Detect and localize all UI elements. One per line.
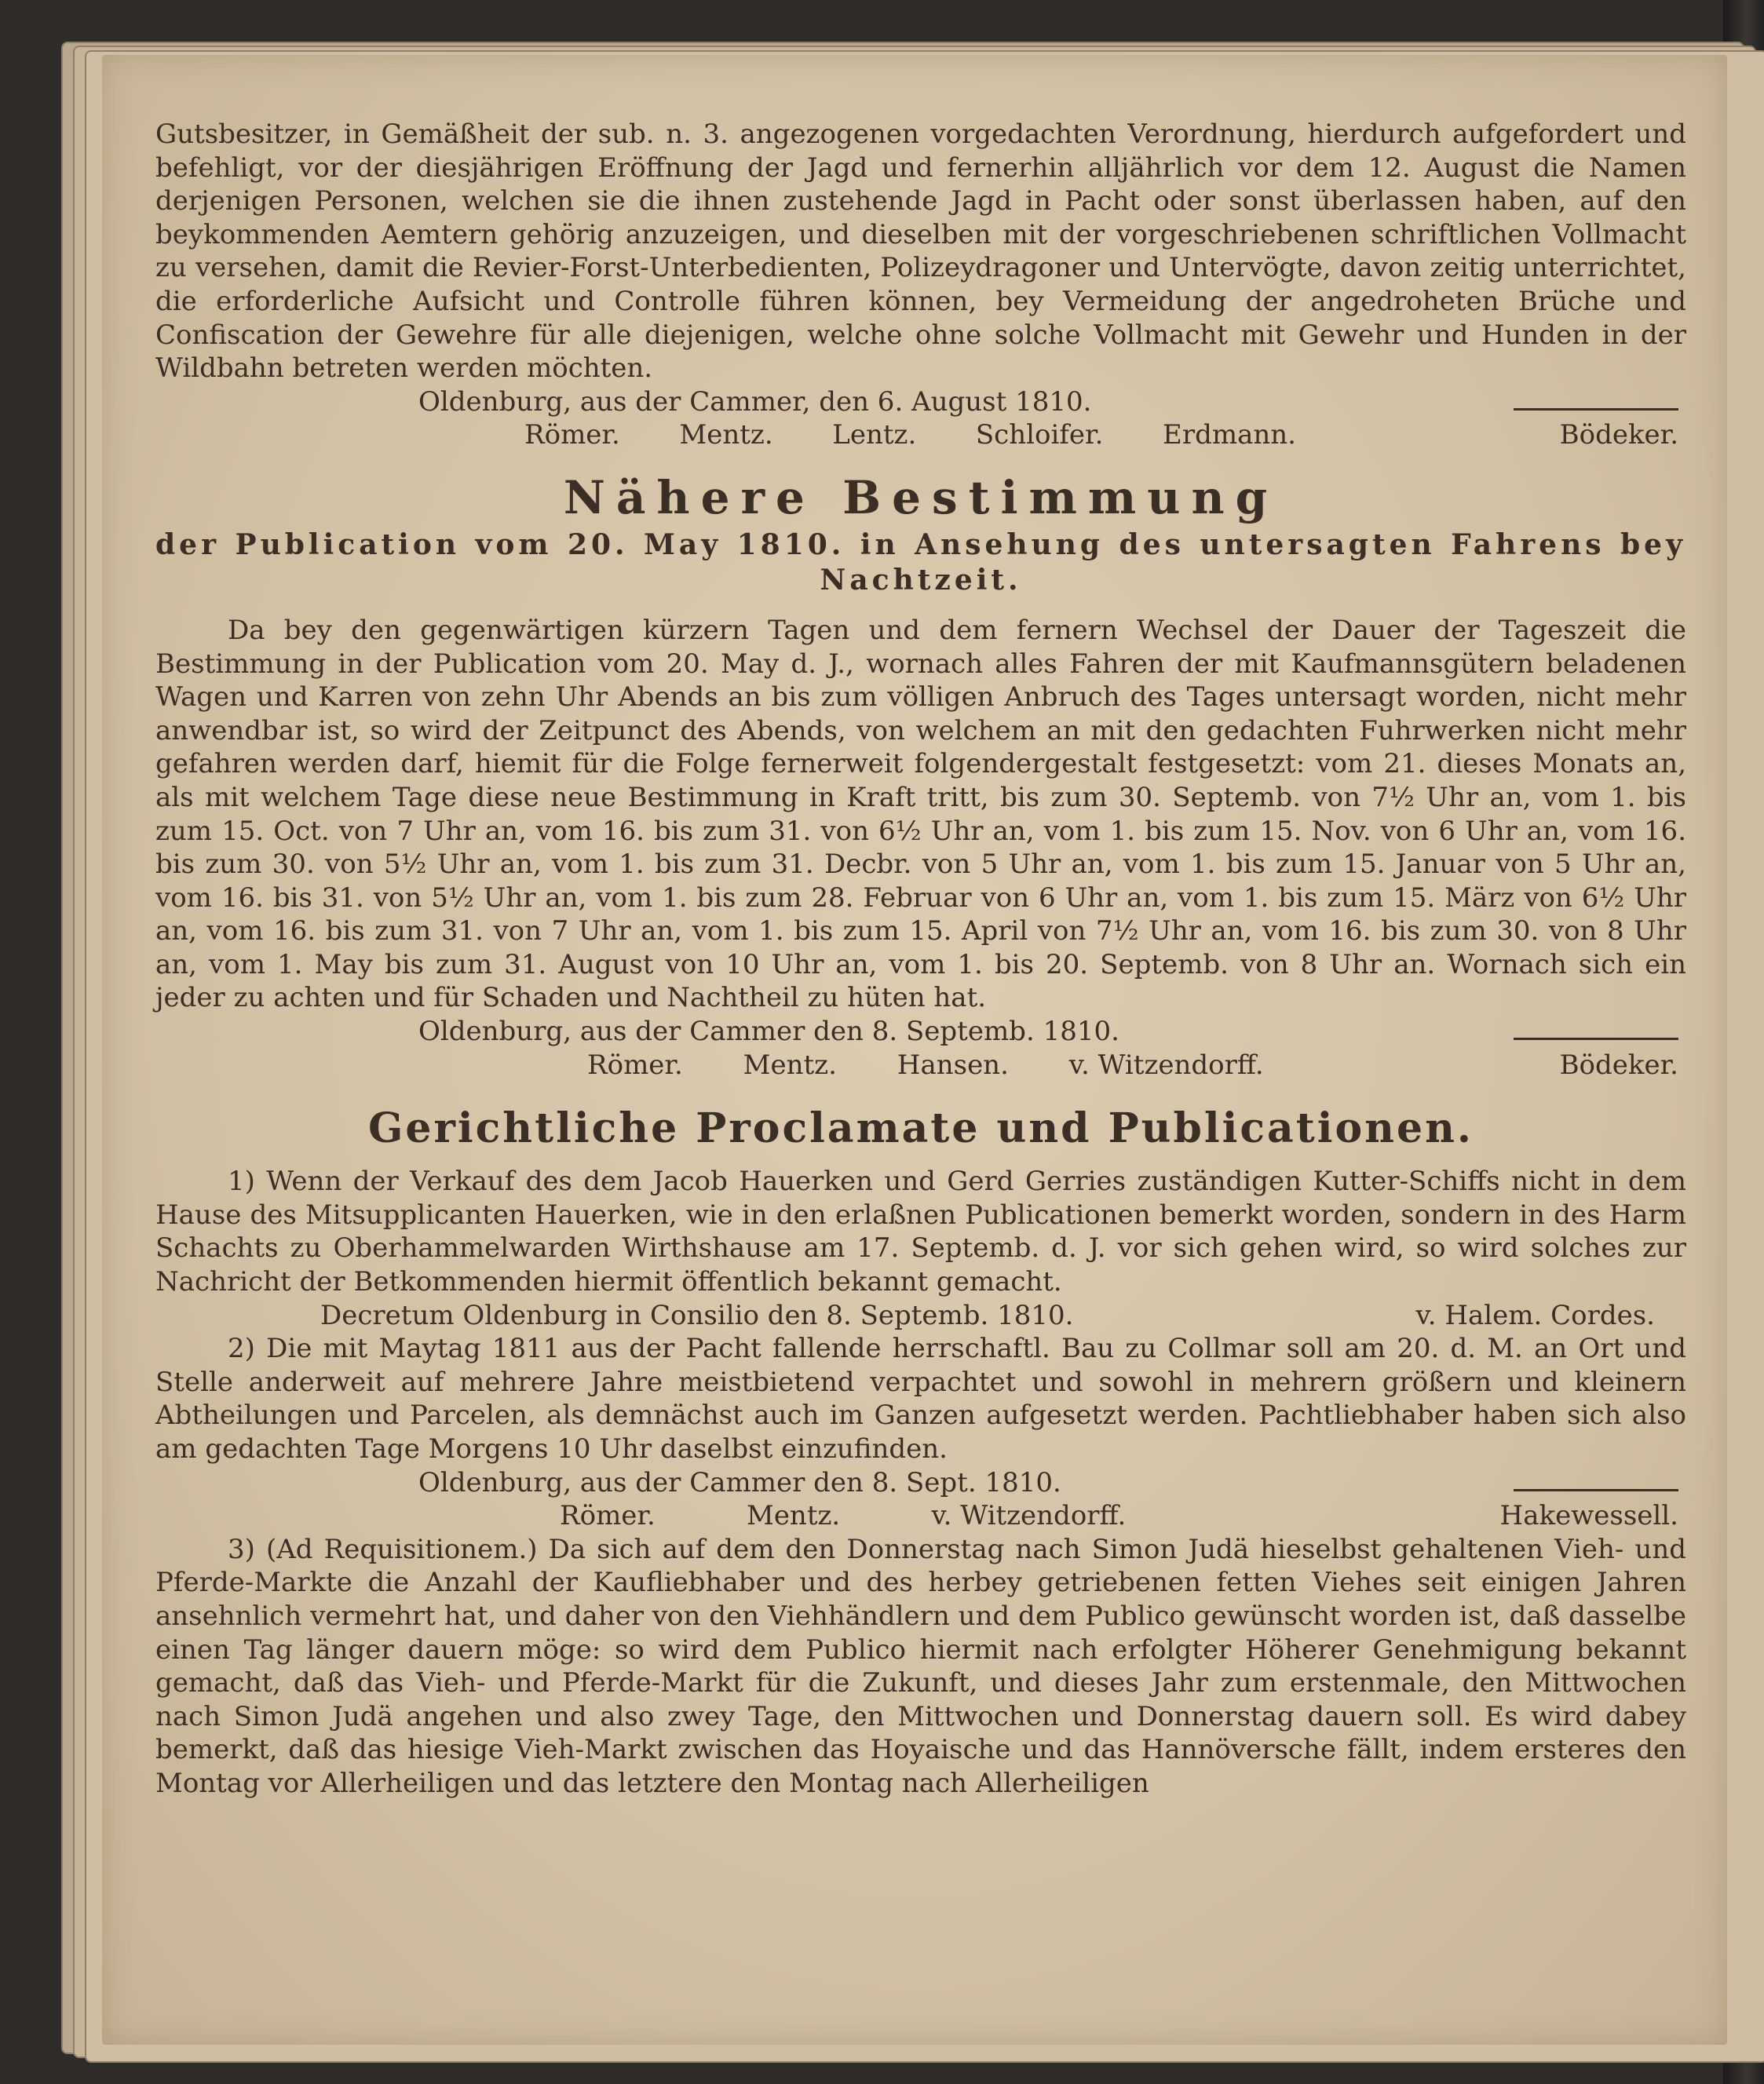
notice-body: Da bey den gegenwärtigen kürzern Tagen und dem fernern Wechsel der Dauer der Tageszeit die Bestimmung in der Publication vom 20. May d. J., wornach alles Fahren der mit Kaufmannsgütern beladenen Wagen und Karren von zehn Uhr Abends an bis zum völligen Anbruch des Tages untersagt worden, nicht mehr anwendbar ist, so wird der Zeitpunct des Abends, von welchem an mit den gedachten Fuhrwerken nicht mehr gefahren werden darf, hiemit für die Folge fernerweit folgendergestalt festgesetzt: vom 21. dieses Monats an, als mit welchem Tage diese neue Bestimmung in Kraft tritt, bis zum 30. Septemb. von 7½ Uhr an, vom 1. bis zum 15. Oct. von 7 Uhr an, vom 16. bis zum 31. von 6½ Uhr an, vom 1. bis zum 15. Nov. von 6 Uhr an, vom 16. bis zum 30. von 5½ Uhr an, vom 1. bis zum 31. Decbr. von 5 Uhr an, vom 1. bis zum 15. Januar von 5 Uhr an, vom 16. bis 31. von 5½ Uhr an, vom 1. bis zum 28. Februar von 6 Uhr an, vom 1. bis zum 15. März von 6½ Uhr an, vom 16. bis zum 31. von 7 Uhr an, vom 1. bis zum 15. April von 7½ Uhr an, vom 16. bis zum 30. von 8 Uhr an, vom 1. May bis zum 31. August von 10 Uhr an, vom 1. bis 20. Septemb. von 8 Uhr an. Wornach sich ein jeder zu achten und für Schaden und Nachtheil zu hüten hat. [155,614,1686,1014]
notice-subtitle: Nachtzeit. [820,563,1022,597]
signature-line [155,1466,1686,1500]
signatory: Hakewessell. [1499,1500,1678,1532]
place-date: Oldenburg, aus der Cammer den 8. Septemb. 1810. [418,1016,1119,1048]
signatory: Hansen. [897,1049,1009,1081]
signature-rule [1514,408,1678,411]
notice-subtitle: der Publication vom 20. May 1810. in Ansehung des untersagten Fahrens bey [155,527,1686,561]
signatory: Bödeker. [1559,419,1678,451]
proclamation-item: 2) Die mit Maytag 1811 aus der Pacht fallende herrschaftl. Bau zu Collmar soll am 20. d. M. an Ort und Stelle anderweit auf mehrere Jahre meistbietend verpachtet und sowohl in mehrern größern und kleinern Abtheilungen und Parcelen, als demnächst auch im Ganzen aufgesetzt werden. Pachtliebhaber haben sich also am gedachten Tage Morgens 10 Uhr daselbst einzufinden. [155,1333,1686,1465]
signatory: v. Witzendorff. [931,1500,1127,1532]
notice-title: Nähere Bestimmung [563,470,1279,524]
page-content [155,118,1686,1801]
signatory: Mentz. [743,1049,837,1081]
section-title: Gerichtliche Proclamate und Publicationen. [368,1104,1474,1153]
decretum: Decretum Oldenburg in Consilio den 8. Septemb. 1810. [320,1299,1074,1331]
decretum-line [155,1299,1686,1333]
signature-line [155,1015,1686,1049]
signature-rule [1514,1489,1678,1491]
signatory: Mentz. [679,419,773,451]
signatory: Römer. [560,1500,656,1532]
signatory: Lentz. [832,419,917,451]
signature-line [155,385,1686,419]
place-date: Oldenburg, aus der Cammer, den 6. August 1810. [418,385,1092,418]
notice-body: Gutsbesitzer, in Gemäßheit der sub. n. 3. angezogenen vorgedachten Verordnung, hierdurch aufgefordert und befehligt, vor der diesjährigen Eröffnung der Jagd und fernerhin alljährlich vor dem 12. August die Namen derjenigen Personen, welchen sie die ihnen zustehende Jagd in Pacht oder sonst überlassen haben, auf den beykommenden Aemtern gehörig anzuzeigen, und dieselben mit der vorgeschriebenen schriftlichen Vollmacht zu versehen, damit die Revier-Forst-Unterbedienten, Polizeydragoner und Untervögte, davon zeitig unterrichtet, die erforderliche Aufsicht und Controlle führen können, bey Vermeidung der angedroheten Brüche und Confiscation der Gewehre für alle diejenigen, welche ohne solche Vollmacht mit Gewehr und Hunden in der Wildbahn betreten werden möchten. [155,119,1686,385]
signatory-names [155,1499,1686,1533]
signatory: v. Halem. Cordes. [1415,1299,1655,1331]
signatory: Erdmann. [1163,419,1296,451]
signatory: Römer. [587,1049,683,1081]
signatory-names [155,418,1686,452]
place-date: Oldenburg, aus der Cammer den 8. Sept. 1810. [418,1466,1061,1498]
proclamation-item: 1) Wenn der Verkauf des dem Jacob Hauerken und Gerd Gerries zuständigen Kutter-Schiffs nicht in dem Hause des Mitsupplicanten Hauerken, wie in den erlaßnen Publicationen bemerkt worden, sondern in des Harm Schachts zu Oberhammelwarden Wirthshause am 17. Septemb. d. J. vor sich gehen wird, so wird solches zur Nachricht der Betkommenden hiermit öffentlich bekannt gemacht. [155,1166,1686,1298]
signatory: Mentz. [747,1500,841,1532]
signatory: Bödeker. [1559,1049,1678,1081]
proclamation-item: 3) (Ad Requisitionem.) Da sich auf dem den Donnerstag nach Simon Judä hieselbst gehaltenen Vieh- und Pferde-Markte die Anzahl der Kaufliebhaber und des herbey getriebenen fetten Viehes seit einigen Jahren ansehnlich vermehrt hat, und daher von den Viehhändlern und dem Publico gewünscht worden ist, daß dasselbe einen Tag länger dauern möge: so wird dem Publico hiermit nach erfolgter Höherer Genehmigung bekannt gemacht, daß das Vieh- und Pferde-Markt für die Zukunft, und dieses Jahr zum erstenmale, den Mittwochen nach Simon Judä angehen und also zwey Tage, den Mittwochen und Donnerstag dauern soll. Es wird dabey bemerkt, daß das hiesige Vieh-Markt zwischen das Hoyaische und das Hannöversche fällt, indem ersteres den Montag vor Allerheiligen und das letztere den Montag nach Allerheiligen [155,1533,1686,1799]
signatory: v. Witzendorff. [1068,1049,1264,1081]
signatory: Römer. [524,419,620,451]
signatory: Schloifer. [975,419,1104,451]
signatory-names [155,1049,1686,1082]
signature-rule [1514,1038,1678,1040]
